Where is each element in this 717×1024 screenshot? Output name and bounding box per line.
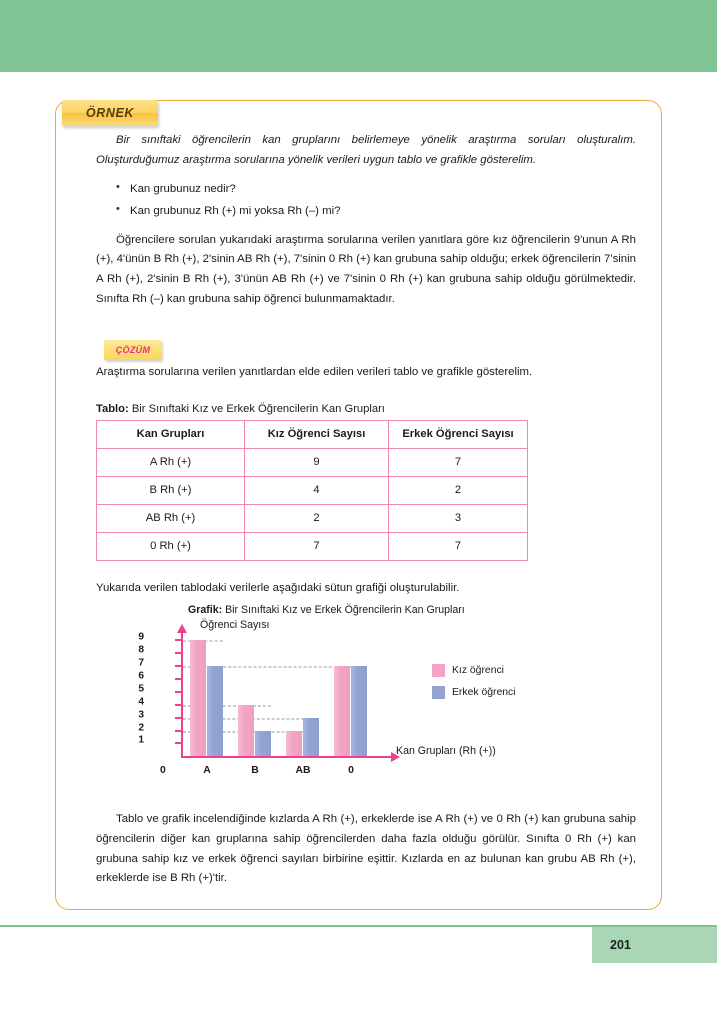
solution-badge [104,340,162,360]
intro-paragraph: Bir sınıftaki öğrencilerin kan gruplarını belirlemeye yönelik araştırma soruları oluşturalım. Oluşturduğumuz araştırma sorularına yönelik verileri uygun tablo ve grafikle gösterelim. [96,134,636,166]
legend-label: Kız öğrenci [452,665,504,677]
chart-y-axis-title: Öğrenci Sayısı [200,619,270,632]
chart-plot-area [138,631,396,777]
bar-chart [96,604,636,794]
chart-y-tick [175,665,182,667]
data-description-paragraph: Öğrencilere sorulan yukarıdaki araştırma sorularına verilen yanıtlara göre kız öğrencilerin 9'unun A Rh (+), 4'ünün B Rh (+), 2'sinin AB Rh (+), 7'sinin 0 Rh (+) kan grubuna sahip olduğu; erkek öğrencilerin 7'sinin A Rh (+), 2'sinin B Rh (+), 3'ünün AB Rh (+) ve 7'sinin 0 Rh (+) kan grubuna sahip olduğu görülmektedir. Sınıfta Rh (–) kan grubuna sahip öğrenci bulunmamaktadır. [96,233,636,305]
chart-y-tick [175,730,182,732]
chart-y-tick-label: 1 [138,734,144,746]
table-row [97,532,528,560]
blood-groups-table [96,420,528,561]
table-row [97,476,528,504]
table-cell: AB Rh (+) [97,504,245,532]
list-item: • Kan grubunuz nedir? [116,178,636,200]
chart-y-tick-label: 4 [138,696,144,708]
solution-badge-label: ÇÖZÜM [115,345,151,355]
chart-bar [255,731,271,757]
chart-bar [351,666,367,756]
chart-origin-label: 0 [160,765,166,777]
chart-title [188,604,465,616]
chart-y-tick [175,704,182,706]
chart-y-tick [175,639,182,641]
table-cell: 2 [245,504,389,532]
table-cell: 0 Rh (+) [97,532,245,560]
chart-y-tick-label: 6 [138,670,144,682]
table-caption-text: Bir Sınıftaki Kız ve Erkek Öğrencilerin Kan Grupları [128,402,385,415]
legend-item [432,686,516,699]
example-badge [62,100,158,126]
chart-x-tick-label: B [251,765,259,777]
chart-x-axis-title: Kan Grupları (Rh (+)) [396,745,496,758]
table-cell: 4 [245,476,389,504]
chart-legend [432,664,516,708]
example-badge-label: ÖRNEK [85,106,135,120]
chart-bar [207,666,223,756]
page-number: 201 [610,938,631,952]
table-cell: 3 [389,504,528,532]
chart-x-tick-label: 0 [348,765,354,777]
chart-y-tick [175,652,182,654]
table-cell: 2 [389,476,528,504]
table-caption [96,403,636,415]
chart-y-tick-label: 3 [138,709,144,721]
table-cell: 7 [389,532,528,560]
chart-y-tick-label: 7 [138,657,144,669]
chart-y-tick-label: 5 [138,683,144,695]
legend-label: Erkek öğrenci [452,687,516,699]
legend-swatch-icon [432,664,445,677]
table-cell: B Rh (+) [97,476,245,504]
page-number-box [592,927,717,963]
chart-y-tick [175,742,182,744]
chart-x-axis [181,756,391,758]
table-row [97,448,528,476]
table-cell: 7 [245,532,389,560]
legend-item [432,664,516,677]
chart-y-tick-label: 9 [138,631,144,643]
table-cell: A Rh (+) [97,448,245,476]
table-row [97,504,528,532]
table-cell: 9 [245,448,389,476]
table-caption-label: Tablo: [96,402,129,415]
list-item: • Kan grubunuz Rh (+) mi yoksa Rh (–) mi? [116,200,636,222]
between-paragraph: Yukarıda verilen tablodaki verilerle aşağıdaki sütun grafiği oluşturulabilir. [96,581,460,594]
chart-y-tick [175,717,182,719]
chart-y-tick [175,691,182,693]
chart-bar [238,705,254,757]
table-header-cell: Kan Grupları [97,420,245,448]
chart-title-text: Bir Sınıftaki Kız ve Erkek Öğrencilerin Kan Grupları [222,604,465,617]
chart-bar [334,666,350,756]
table-cell: 7 [389,448,528,476]
chart-title-label: Grafik: [188,604,223,617]
chart-y-tick [175,678,182,680]
chart-x-tick-label: A [203,765,211,777]
chart-x-tick-label: AB [295,765,311,777]
table-header-cell: Erkek Öğrenci Sayısı [389,420,528,448]
chart-bar [286,731,302,757]
header-green-band [0,0,717,72]
chart-y-tick-label: 8 [138,644,144,656]
research-questions-list [116,178,636,222]
conclusion-paragraph: Tablo ve grafik incelendiğinde kızlarda A Rh (+), erkeklerde ise A Rh (+) ve 0 Rh (+) kan grubuna sahip öğrencilerin diğer kan gruplarına sahip öğrencilerden daha fazla olduğu görülür. Sınıfta 0 Rh (+) kan grubuna sahip kız ve erkek öğrenci sayıları birbirine eşittir. Kızlarda en az bulunan kan grubu AB Rh (+), erkeklerde ise B Rh (+)'tir. [96,813,636,885]
chart-bar [303,718,319,757]
table-header-row [97,420,528,448]
solution-lead-paragraph: Araştırma sorularına verilen yanıtlardan elde edilen verileri tablo ve grafikle gösterelim. [96,366,533,379]
chart-bar [190,640,206,756]
legend-swatch-icon [432,686,445,699]
content-column [96,131,636,893]
table-header-cell: Kız Öğrenci Sayısı [245,420,389,448]
chart-y-tick-label: 2 [138,722,144,734]
